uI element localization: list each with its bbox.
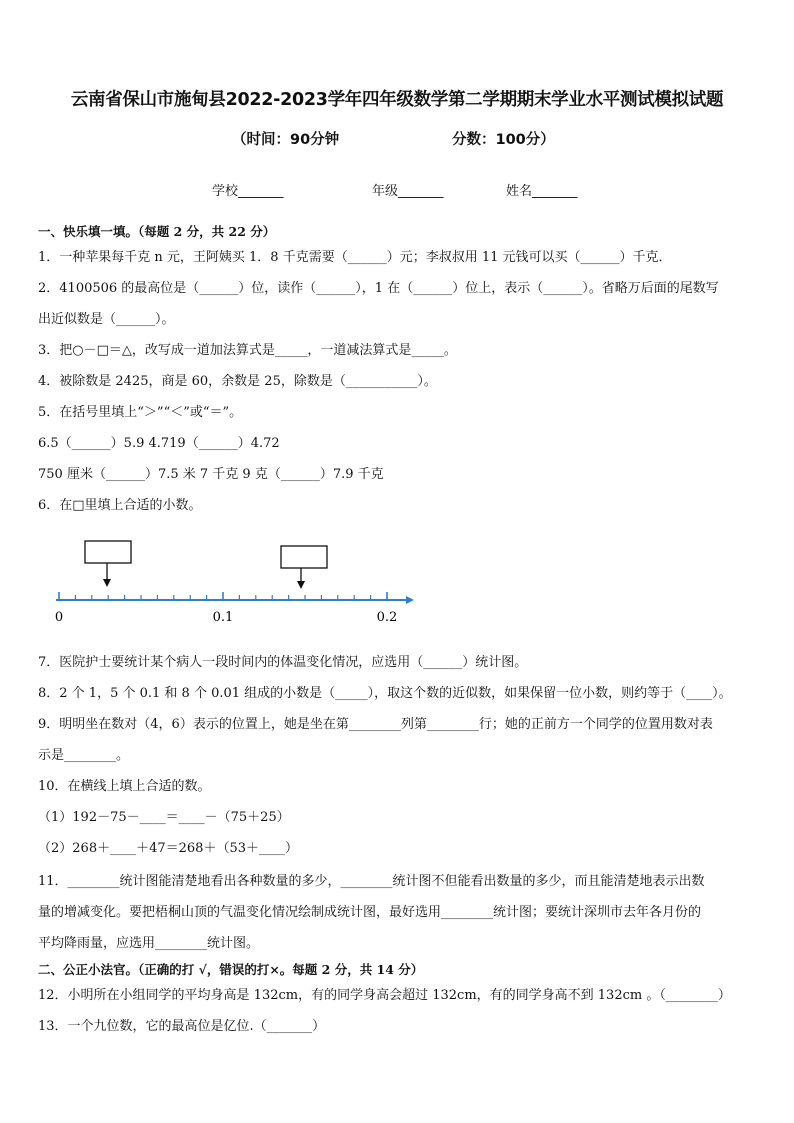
question-7: 7．医院护士要统计某个病人一段时间内的体温变化情况，应选用（______）统计图。: [38, 655, 528, 670]
grade-field: 年级_______: [372, 184, 444, 199]
question-11-line-1: 11．________统计图能清楚地看出各种数量的多少，________统计图不但能看出数量的多少，而且能清楚地表示出数: [38, 874, 705, 889]
question-5-row-1: 6.5（______）5.9 4.719（______）4.72: [38, 436, 280, 451]
number-line-arrowhead: [406, 596, 414, 604]
section-1-heading: 一、快乐填一填。（每题 2 分，共 22 分）: [38, 224, 276, 239]
arrow-2-head: [297, 581, 305, 589]
question-13: 13．一个九位数，它的最高位是亿位.（_______）: [38, 1019, 326, 1034]
exam-time: （时间：90分钟: [232, 132, 340, 148]
tick-label-0: 0: [54, 610, 64, 625]
arrow-1-head: [103, 579, 111, 587]
question-10-part-1: （1）192－75－____＝____－（75＋25）: [38, 810, 290, 825]
question-11-line-3: 平均降雨量，应选用________统计图。: [38, 936, 260, 951]
question-12: 12．小明所在小组同学的平均身高是 132cm，有的同学身高会超过 132cm，有的同学身高不到 132cm 。（________）: [38, 988, 731, 1003]
question-9-line-2: 示是________。: [38, 748, 130, 763]
exam-score: 分数：100分）: [452, 132, 555, 148]
tick-label-0.2: 0.2: [376, 610, 398, 625]
question-9-line-1: 9．明明坐在数对（4，6）表示的位置上，她是坐在第________列第________行；她的正前方一个同学的位置用数对表: [38, 717, 713, 732]
question-5-row-2: 750 厘米（______）7.5 米 7 千克 9 克（______）7.9 千克: [38, 467, 384, 482]
exam-title: 云南省保山市施甸县2022-2023学年四年级数学第二学期期末学业水平测试模拟试题: [70, 90, 724, 110]
name-field: 姓名_______: [506, 184, 578, 199]
question-2-line-1: 2．4100506 的最高位是（______）位，读作（______），1 在（______）位上，表示（______）。省略万后面的尾数写: [38, 281, 719, 296]
number-line-ticks: [59, 592, 387, 600]
tick-label-0.1: 0.1: [212, 610, 234, 625]
question-5: 5．在括号里填上“＞”“＜”或“＝”。: [38, 405, 243, 420]
question-8: 8．2 个 1，5 个 0.1 和 8 个 0.01 组成的小数是（_____），取这个数的近似数，如果保留一位小数，则约等于（____）。: [38, 686, 732, 701]
question-11-line-2: 量的增减变化。要把梧桐山顶的气温变化情况绘制成统计图，最好选用________统计图；要统计深圳市去年各月份的: [38, 905, 702, 920]
number-line-figure: [50, 530, 430, 630]
answer-box-2: [281, 546, 327, 568]
section-2-heading: 二、公正小法官。（正确的打 √，错误的打×。每题 2 分，共 14 分）: [38, 962, 424, 977]
school-field: 学校_______: [212, 184, 284, 199]
question-1: 1．一种苹果每千克 n 元，王阿姨买 1．8 千克需要（______）元；李叔叔用 11 元钱可以买（______）千克．: [38, 250, 672, 265]
question-4: 4．被除数是 2425，商是 60，余数是 25，除数是（___________）。: [38, 374, 437, 389]
question-3: 3．把○－□＝△，改写成一道加法算式是_____，一道减法算式是_____。: [38, 343, 457, 358]
question-6: 6．在□里填上合适的小数。: [38, 498, 202, 513]
question-10: 10．在横线上填上合适的数。: [38, 779, 211, 794]
question-2-line-2: 出近似数是（______）。: [38, 312, 175, 327]
answer-box-1: [85, 541, 131, 563]
question-10-part-2: （2）268＋____＋47＝268＋（53＋____）: [38, 841, 298, 856]
